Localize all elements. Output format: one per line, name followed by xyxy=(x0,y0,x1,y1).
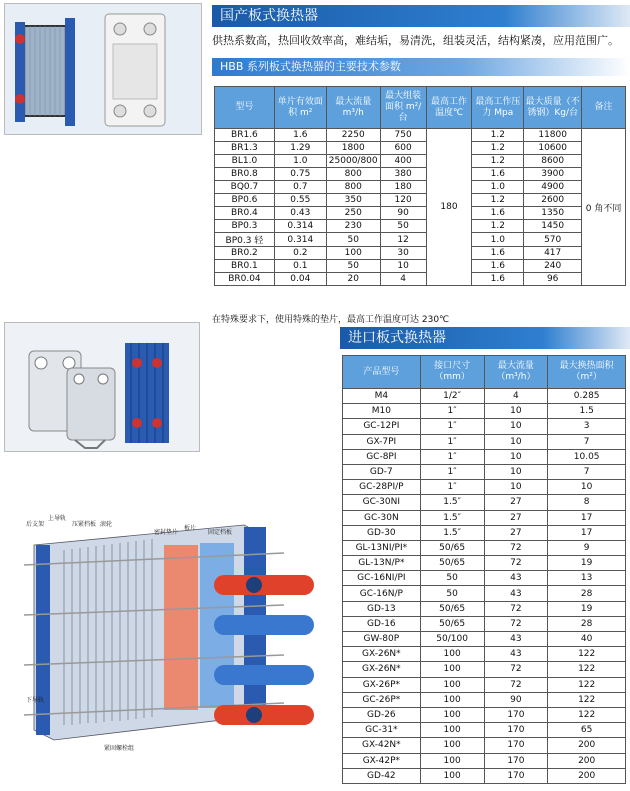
cell-assembly-area: 12 xyxy=(380,233,426,247)
cell-max-flow: 27 xyxy=(484,495,548,510)
cell-port-size: 50/65 xyxy=(420,616,484,631)
cell-max-exchange-area: 40 xyxy=(548,632,626,647)
cell-max-pressure: 1.0 xyxy=(472,181,524,194)
cell-max-mass: 417 xyxy=(524,247,582,260)
cell-assembly-area: 180 xyxy=(380,181,426,194)
cell-product-model: M4 xyxy=(343,389,421,404)
cell-product-model: GL-13N/P* xyxy=(343,556,421,571)
cell-max-flow: 4 xyxy=(484,389,548,404)
cell-max-pressure: 1.2 xyxy=(472,220,524,233)
cell-max-flow: 27 xyxy=(484,525,548,540)
cell-max-mass: 570 xyxy=(524,233,582,247)
cell-max-flow: 800 xyxy=(326,168,380,181)
cell-max-mass: 8600 xyxy=(524,155,582,168)
cell-product-model: GC-26P* xyxy=(343,692,421,707)
cell-product-model: GC-16N/P xyxy=(343,586,421,601)
cell-plate-area: 0.04 xyxy=(274,273,326,286)
cell-port-size: 100 xyxy=(420,677,484,692)
cell-model: BR0.2 xyxy=(215,247,275,260)
imported-table-row xyxy=(343,464,626,479)
cell-assembly-area: 380 xyxy=(380,168,426,181)
domestic-section-title: 国产板式换热器 xyxy=(212,5,630,27)
cell-max-mass: 3900 xyxy=(524,168,582,181)
cell-product-model: GC-12PI xyxy=(343,419,421,434)
cell-max-flow: 43 xyxy=(484,632,548,647)
cell-product-model: GX-42P* xyxy=(343,753,421,768)
cell-max-exchange-area: 122 xyxy=(548,692,626,707)
cell-max-mass: 96 xyxy=(524,273,582,286)
label-tie-bolts: 紧固螺栓组 xyxy=(104,745,135,752)
cell-max-flow: 10 xyxy=(484,449,548,464)
cell-max-pressure: 1.6 xyxy=(472,207,524,220)
cell-plate-area: 1.0 xyxy=(274,155,326,168)
cell-assembly-area: 750 xyxy=(380,129,426,142)
cell-assembly-area: 600 xyxy=(380,142,426,155)
cell-max-exchange-area: 17 xyxy=(548,525,626,540)
imported-table-row xyxy=(343,419,626,434)
cell-product-model: GD-13 xyxy=(343,601,421,616)
cell-max-exchange-area: 122 xyxy=(548,677,626,692)
cell-port-size: 50/65 xyxy=(420,556,484,571)
cell-model: BP0.3 xyxy=(215,220,275,233)
cell-max-exchange-area: 200 xyxy=(548,753,626,768)
cell-max-flow: 72 xyxy=(484,556,548,571)
cell-max-flow: 72 xyxy=(484,540,548,555)
hbb-table-subtitle: HBB 系列板式换热器的主要技术参数 xyxy=(212,58,630,76)
cell-max-flow: 170 xyxy=(484,753,548,768)
cell-max-flow: 43 xyxy=(484,647,548,662)
cell-max-mass: 1450 xyxy=(524,220,582,233)
cell-port-size: 1.5″ xyxy=(420,510,484,525)
cell-product-model: GX-42N* xyxy=(343,738,421,753)
imported-table-row xyxy=(343,632,626,647)
hbb-table-row xyxy=(215,247,626,260)
cell-max-flow: 90 xyxy=(484,692,548,707)
cell-max-flow: 170 xyxy=(484,707,548,722)
cell-port-size: 100 xyxy=(420,692,484,707)
cell-model: BR0.4 xyxy=(215,207,275,220)
cell-port-size: 50/65 xyxy=(420,540,484,555)
cell-product-model: GC-28PI/P xyxy=(343,480,421,495)
header-max-pressure: 最高工作压力 Mpa xyxy=(472,87,524,129)
cell-product-model: GW-80P xyxy=(343,632,421,647)
cell-max-exchange-area: 7 xyxy=(548,434,626,449)
cell-max-flow: 170 xyxy=(484,738,548,753)
hbb-table-row xyxy=(215,129,626,142)
cell-max-exchange-area: 122 xyxy=(548,647,626,662)
cell-port-size: 1.5″ xyxy=(420,525,484,540)
cell-max-flow: 10 xyxy=(484,480,548,495)
cell-plate-area: 0.75 xyxy=(274,168,326,181)
hbb-table-row xyxy=(215,155,626,168)
cell-model: BR1.6 xyxy=(215,129,275,142)
cell-max-mass: 11800 xyxy=(524,129,582,142)
cell-max-exchange-area: 0.285 xyxy=(548,389,626,404)
cell-max-exchange-area: 200 xyxy=(548,768,626,783)
header-product-model: 产品型号 xyxy=(343,356,421,389)
cell-port-size: 100 xyxy=(420,662,484,677)
cell-plate-area: 1.29 xyxy=(274,142,326,155)
cell-max-flow: 170 xyxy=(484,723,548,738)
imported-table-row xyxy=(343,480,626,495)
cell-model: BL1.0 xyxy=(215,155,275,168)
cell-max-flow: 27 xyxy=(484,510,548,525)
cell-port-size: 1″ xyxy=(420,464,484,479)
cell-product-model: GD-42 xyxy=(343,768,421,783)
label-rear-support: 后支架 xyxy=(26,521,45,528)
cell-assembly-area: 4 xyxy=(380,273,426,286)
cell-product-model: GX-26N* xyxy=(343,662,421,677)
cell-port-size: 50 xyxy=(420,571,484,586)
label-upper-guide: 上导轨 xyxy=(48,515,67,522)
hbb-table-row xyxy=(215,273,626,286)
hbb-table-row xyxy=(215,194,626,207)
cell-model: BR0.04 xyxy=(215,273,275,286)
cell-max-flow: 72 xyxy=(484,616,548,631)
cell-plate-area: 0.7 xyxy=(274,181,326,194)
cell-product-model: GD-7 xyxy=(343,464,421,479)
cell-port-size: 50 xyxy=(420,586,484,601)
header-max-flow: 最大流量 m³/h xyxy=(326,87,380,129)
cell-port-size: 1/2″ xyxy=(420,389,484,404)
cell-port-size: 100 xyxy=(420,707,484,722)
imported-table-row xyxy=(343,571,626,586)
cell-max-exchange-area: 65 xyxy=(548,723,626,738)
cell-product-model: GL-13NI/PI* xyxy=(343,540,421,555)
imported-heat-exchanger-photo xyxy=(4,322,200,452)
hbb-table-note: 在特殊要求下，使用特殊的垫片，最高工作温度可达 230℃ xyxy=(212,315,450,325)
imported-table-row xyxy=(343,434,626,449)
cell-max-flow: 250 xyxy=(326,207,380,220)
imported-table-row xyxy=(343,510,626,525)
cell-max-flow: 50 xyxy=(326,233,380,247)
header-port-size: 接口尺寸（mm） xyxy=(420,356,484,389)
cell-max-exchange-area: 9 xyxy=(548,540,626,555)
cell-plate-area: 0.55 xyxy=(274,194,326,207)
cell-max-exchange-area: 7 xyxy=(548,464,626,479)
imported-table-row xyxy=(343,738,626,753)
cell-port-size: 1″ xyxy=(420,434,484,449)
imported-table-row xyxy=(343,647,626,662)
cell-plate-area: 0.43 xyxy=(274,207,326,220)
header-max-temperature: 最高工作温度℃ xyxy=(426,87,472,129)
cell-max-exchange-area: 28 xyxy=(548,616,626,631)
cell-product-model: GX-26P* xyxy=(343,677,421,692)
domestic-section-description: 供热系数高，热回收效率高，难结垢，易清洗，组装灵活，结构紧凑，应用范围广。 xyxy=(212,34,619,47)
cell-max-pressure: 1.2 xyxy=(472,194,524,207)
imported-table-header-row xyxy=(343,356,626,389)
cell-assembly-area: 30 xyxy=(380,247,426,260)
cell-model: BP0.3 轻 xyxy=(215,233,275,247)
imported-table-row xyxy=(343,556,626,571)
cell-port-size: 1″ xyxy=(420,449,484,464)
label-plate: 板片 xyxy=(184,525,197,532)
cell-max-exchange-area: 8 xyxy=(548,495,626,510)
cell-max-flow: 230 xyxy=(326,220,380,233)
cell-port-size: 50/100 xyxy=(420,632,484,647)
header-model: 型号 xyxy=(215,87,275,129)
imported-section-title: 进口板式换热器 xyxy=(340,327,630,349)
cell-model: BR1.3 xyxy=(215,142,275,155)
header-max-exchange-area: 最大换热面积（m²） xyxy=(548,356,626,389)
cell-port-size: 100 xyxy=(420,753,484,768)
hbb-table-row xyxy=(215,181,626,194)
cell-plate-area: 0.314 xyxy=(274,220,326,233)
cell-max-mass: 2600 xyxy=(524,194,582,207)
cell-remark: 0 角不同 xyxy=(582,129,626,286)
cell-max-flow: 10 xyxy=(484,419,548,434)
label-lower-guide: 下导轨 xyxy=(26,697,45,704)
cell-assembly-area: 400 xyxy=(380,155,426,168)
cell-max-temperature: 180 xyxy=(426,129,472,286)
cell-max-exchange-area: 17 xyxy=(548,510,626,525)
header-remark: 备注 xyxy=(582,87,626,129)
cell-max-exchange-area: 10.05 xyxy=(548,449,626,464)
imported-spec-table xyxy=(342,355,626,784)
imported-table-row xyxy=(343,677,626,692)
cell-product-model: GD-16 xyxy=(343,616,421,631)
cell-max-exchange-area: 200 xyxy=(548,738,626,753)
imported-table-row xyxy=(343,601,626,616)
cell-max-exchange-area: 122 xyxy=(548,662,626,677)
label-fixed-plate: 固定档板 xyxy=(208,529,233,536)
domestic-heat-exchanger-photo xyxy=(4,3,202,135)
hbb-table-row xyxy=(215,220,626,233)
structure-diagram-svg xyxy=(4,505,334,755)
cell-max-flow: 20 xyxy=(326,273,380,286)
cell-max-exchange-area: 3 xyxy=(548,419,626,434)
cell-model: BR0.8 xyxy=(215,168,275,181)
cell-product-model: GD-26 xyxy=(343,707,421,722)
cell-max-exchange-area: 10 xyxy=(548,480,626,495)
cell-port-size: 1″ xyxy=(420,404,484,419)
imported-table-row xyxy=(343,768,626,783)
cell-plate-area: 0.1 xyxy=(274,260,326,273)
cell-max-flow: 350 xyxy=(326,194,380,207)
plate-heat-exchangers-illustration xyxy=(5,323,200,452)
cell-max-pressure: 1.2 xyxy=(472,142,524,155)
cell-max-pressure: 1.6 xyxy=(472,168,524,181)
cell-product-model: GC-8PI xyxy=(343,449,421,464)
cell-product-model: GC-31* xyxy=(343,723,421,738)
cell-product-model: GX-7PI xyxy=(343,434,421,449)
cell-max-flow: 72 xyxy=(484,601,548,616)
cell-max-exchange-area: 13 xyxy=(548,571,626,586)
cell-max-flow: 170 xyxy=(484,768,548,783)
cell-max-pressure: 1.0 xyxy=(472,233,524,247)
cell-product-model: GC-16NI/PI xyxy=(343,571,421,586)
cell-port-size: 100 xyxy=(420,723,484,738)
cell-port-size: 1″ xyxy=(420,480,484,495)
imported-table-row xyxy=(343,449,626,464)
cell-max-exchange-area: 28 xyxy=(548,586,626,601)
imported-table-row xyxy=(343,540,626,555)
cell-max-flow: 10 xyxy=(484,464,548,479)
cell-assembly-area: 50 xyxy=(380,220,426,233)
cell-max-flow: 10 xyxy=(484,404,548,419)
cell-max-mass: 240 xyxy=(524,260,582,273)
label-pressure-plate: 压紧档板 xyxy=(72,521,97,528)
cell-product-model: GD-30 xyxy=(343,525,421,540)
cell-port-size: 1.5″ xyxy=(420,495,484,510)
hbb-table-row xyxy=(215,168,626,181)
cell-max-flow: 1800 xyxy=(326,142,380,155)
cell-max-flow: 10 xyxy=(484,434,548,449)
cell-product-model: GC-30N xyxy=(343,510,421,525)
hbb-table-row xyxy=(215,233,626,247)
cell-model: BR0.1 xyxy=(215,260,275,273)
cell-max-pressure: 1.6 xyxy=(472,247,524,260)
cell-max-exchange-area: 1.5 xyxy=(548,404,626,419)
cell-max-exchange-area: 122 xyxy=(548,707,626,722)
cell-model: BP0.6 xyxy=(215,194,275,207)
cell-max-flow: 2250 xyxy=(326,129,380,142)
heat-exchanger-structure-diagram xyxy=(4,505,334,755)
cell-max-mass: 10600 xyxy=(524,142,582,155)
imported-table-row xyxy=(343,753,626,768)
cell-max-flow: 50 xyxy=(326,260,380,273)
cell-product-model: GX-26N* xyxy=(343,647,421,662)
cell-max-pressure: 1.2 xyxy=(472,129,524,142)
cell-port-size: 100 xyxy=(420,738,484,753)
imported-table-row xyxy=(343,525,626,540)
imported-table-row xyxy=(343,616,626,631)
cell-max-exchange-area: 19 xyxy=(548,601,626,616)
cell-assembly-area: 120 xyxy=(380,194,426,207)
cell-plate-area: 1.6 xyxy=(274,129,326,142)
cell-max-flow: 43 xyxy=(484,571,548,586)
cell-max-pressure: 1.6 xyxy=(472,260,524,273)
hbb-table-row xyxy=(215,260,626,273)
hbb-table-row xyxy=(215,207,626,220)
cell-max-pressure: 1.6 xyxy=(472,273,524,286)
imported-table-row xyxy=(343,389,626,404)
label-roller: 滚轮 xyxy=(100,521,113,528)
cell-max-flow: 72 xyxy=(484,662,548,677)
cell-max-pressure: 1.2 xyxy=(472,155,524,168)
hbb-spec-table xyxy=(214,86,626,286)
cell-max-flow: 25000/800 xyxy=(326,155,380,168)
cell-port-size: 50/65 xyxy=(420,601,484,616)
label-gasket: 密封垫片 xyxy=(154,529,179,536)
header-max-assembly-area: 最大组装面积 m²/台 xyxy=(380,87,426,129)
cell-assembly-area: 10 xyxy=(380,260,426,273)
cell-max-flow: 72 xyxy=(484,677,548,692)
cell-max-mass: 1350 xyxy=(524,207,582,220)
cell-plate-area: 0.2 xyxy=(274,247,326,260)
header-plate-area: 单片有效面积 m² xyxy=(274,87,326,129)
cell-assembly-area: 90 xyxy=(380,207,426,220)
cell-max-flow: 43 xyxy=(484,586,548,601)
imported-table-row xyxy=(343,404,626,419)
hbb-table-row xyxy=(215,142,626,155)
header-max-mass: 最大质量（不锈钢）Kg/台 xyxy=(524,87,582,129)
cell-max-flow: 100 xyxy=(326,247,380,260)
hbb-table-header-row xyxy=(215,87,626,129)
cell-product-model: GC-30NI xyxy=(343,495,421,510)
cell-max-mass: 4900 xyxy=(524,181,582,194)
cell-max-exchange-area: 19 xyxy=(548,556,626,571)
cell-plate-area: 0.314 xyxy=(274,233,326,247)
cell-port-size: 1″ xyxy=(420,419,484,434)
imported-table-row xyxy=(343,662,626,677)
imported-table-row xyxy=(343,692,626,707)
header-max-flow-imported: 最大流量（m³/h） xyxy=(484,356,548,389)
imported-table-row xyxy=(343,495,626,510)
cell-product-model: M10 xyxy=(343,404,421,419)
cell-max-flow: 800 xyxy=(326,181,380,194)
imported-table-row xyxy=(343,586,626,601)
cell-port-size: 100 xyxy=(420,768,484,783)
imported-table-row xyxy=(343,707,626,722)
imported-table-row xyxy=(343,723,626,738)
cell-model: BQ0.7 xyxy=(215,181,275,194)
heat-exchanger-illustration xyxy=(5,4,202,135)
cell-port-size: 100 xyxy=(420,647,484,662)
